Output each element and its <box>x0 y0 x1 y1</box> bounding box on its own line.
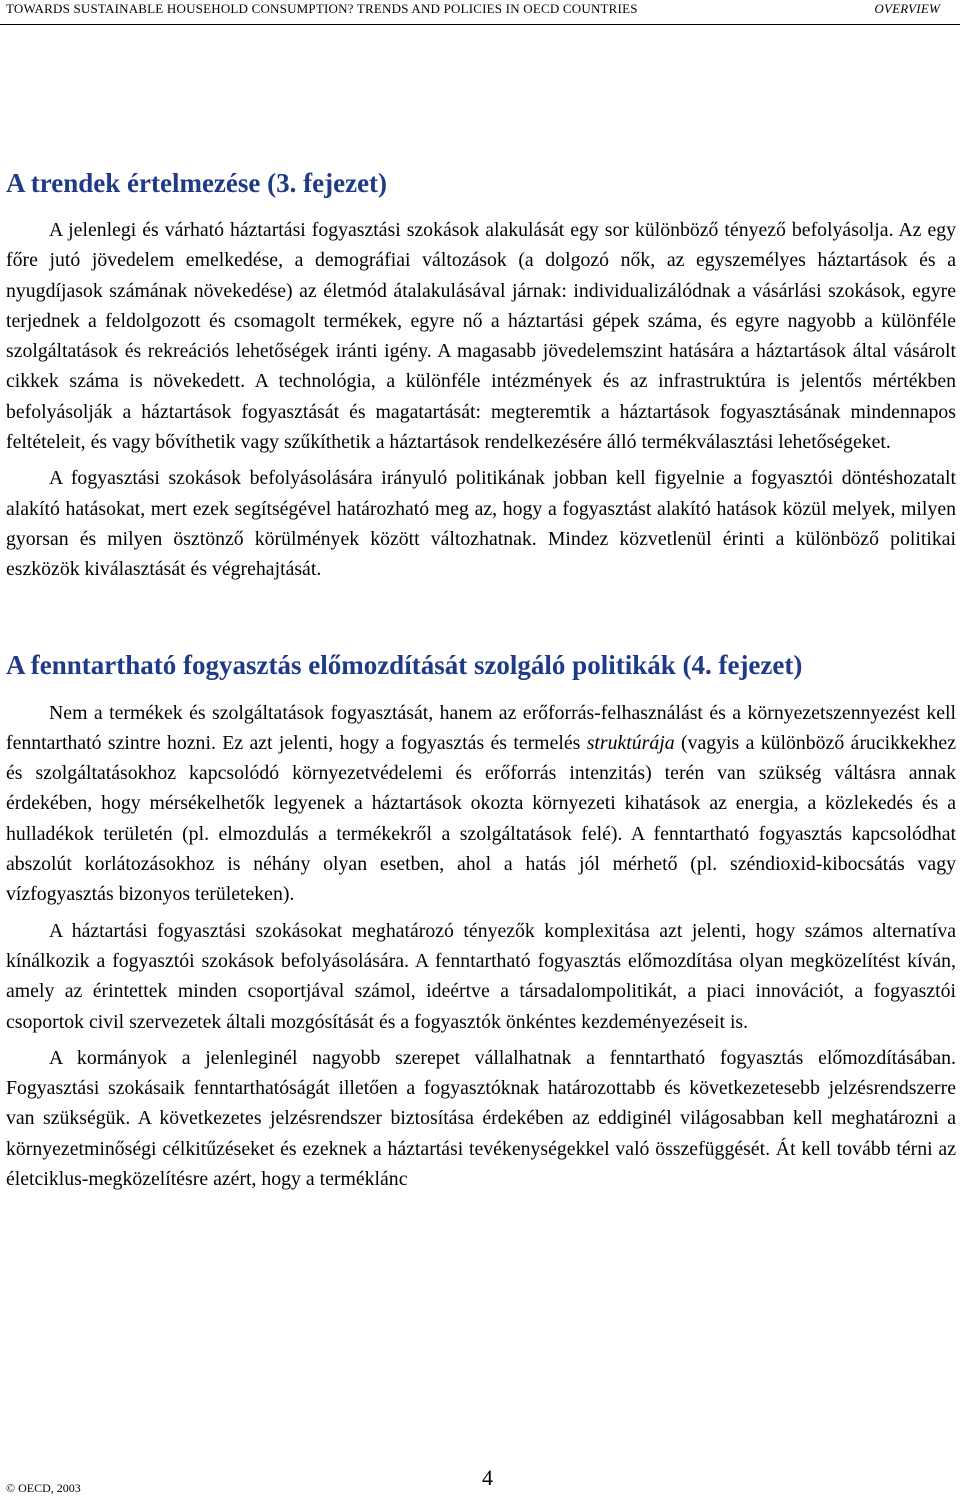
copyright-notice: © OECD, 2003 <box>6 1481 81 1495</box>
page-body <box>6 166 956 1194</box>
page-number: 4 <box>482 1465 493 1490</box>
paragraph <box>6 698 956 910</box>
section-label: OVERVIEW <box>874 1 940 16</box>
page-footer <box>0 1465 960 1499</box>
emphasis-text: struktúrája <box>586 731 675 754</box>
paragraph: A fogyasztási szokások befolyásolására irányuló politikának jobban kell figyelnie a fogyasztói döntéshozatalt alakító hatásokat, mert ezek segítségével határozható meg az, hogy a fogyasztást alakító hatások közül melyek, milyen gyorsan és milyen ösztönző körülmények között változhatnak. Mindez közvetlenül érinti a különböző politikai eszközök kiválasztását és végrehajtását. <box>6 467 956 581</box>
paragraph-text: Nem a termékek és szolgáltatások fogyasztását, hanem az erőforrás-felhasználást és a környezetszennyezést kell fenntartható szintre hozni. Ez azt jelenti, hogy a fogyasztás és termelés <box>6 701 956 754</box>
header-rule <box>0 24 960 25</box>
paragraph: A kormányok a jelenleginél nagyobb szerepet vállalhatnak a fenntartható fogyasztás előmozdításában. Fogyasztási szokásaik fenntarthatóságát illetően a fogyasztóknak határozottabb és következetesebb jelzésrendszerre van szükségük. A következetes jelzésrendszer biztosítása érdekében az eddiginél világosabban kell meghatározni a környezetminőségi célkitűzéseket és ezeknek a háztartási tevékenységekkel való összefüggését. Át kell tovább térni az életciklus-megközelítésre azért, hogy a terméklánc <box>6 1046 956 1191</box>
section-heading-policies: A fenntartható fogyasztás előmozdítását szolgáló politikák (4. fejezet) <box>6 649 803 680</box>
section-heading-trends: A trendek értelmezése (3. fejezet) <box>6 168 388 198</box>
paragraph: A háztartási fogyasztási szokásokat meghatározó tényezők komplexitása azt jelenti, hogy számos alternatíva kínálkozik a fogyasztói szokások befolyásolására. A fenntartható fogyasztás előmozdítása olyan megközelítést kíván, amely az érintettek minden csoportjával számol, ideértve a társadalompolitikát, a piaci innovációt, a fogyasztói csoportok civil szervezetek általi mozgósítását és a fogyasztók önkéntes kezdeményezéseit is. <box>6 919 956 1033</box>
paragraph-text: (vagyis a különböző árucikkekhez és szolgáltatásokhoz kapcsolódó környezetvédelemi és erőforrás intenzitás) terén van szükség váltásra annak érdekében, hogy mérsékelhetők legyenek a háztartások okozta környezeti kihatások az energia, a közlekedés és a hulladékok területén (pl. elmozdulás a termékekről a szolgáltatások felé). A fenntartható fogyasztás kapcsolódhat abszolút korlátozásokhoz is néhány olyan esetben, ahol a hatás jól mérhető (pl. széndioxid-kibocsátás vagy vízfogyasztás bizonyos területeken). <box>6 731 956 906</box>
running-header <box>0 0 960 24</box>
paragraph: A jelenlegi és várható háztartási fogyasztási szokások alakulását egy sor különböző tényező befolyásolja. Az egy főre jutó jövedelem emelkedése, a demográfiai változások (a dolgozó nők, az egyszemélyes háztartások és a nyugdíjasok számának növekedése) az életmód átalakulásával járnak: individualizálódnak a vásárlási szokások, egyre terjednek a feldolgozott és csomagolt termékek, egyre nő a háztartási gépek száma, és egyre nagyobb a különféle szolgáltatások és rekreációs lehetőségek iránti igény. A magasabb jövedelemszint hatására a háztartások által vásárolt cikkek száma is növekedett. A technológia, a különféle intézmények és az infrastruktúra is jelentős mértékben befolyásolják a háztartások fogyasztását és magatartását: megteremtik a háztartások fogyasztásának mindennapos feltételeit, és vagy bővíthetik vagy szűkíthetik a háztartások rendelkezésére álló termékválasztási lehetőségeket. <box>6 219 956 454</box>
running-title: TOWARDS SUSTAINABLE HOUSEHOLD CONSUMPTION? TRENDS AND POLICIES IN OECD COUNTRIES <box>6 1 638 16</box>
